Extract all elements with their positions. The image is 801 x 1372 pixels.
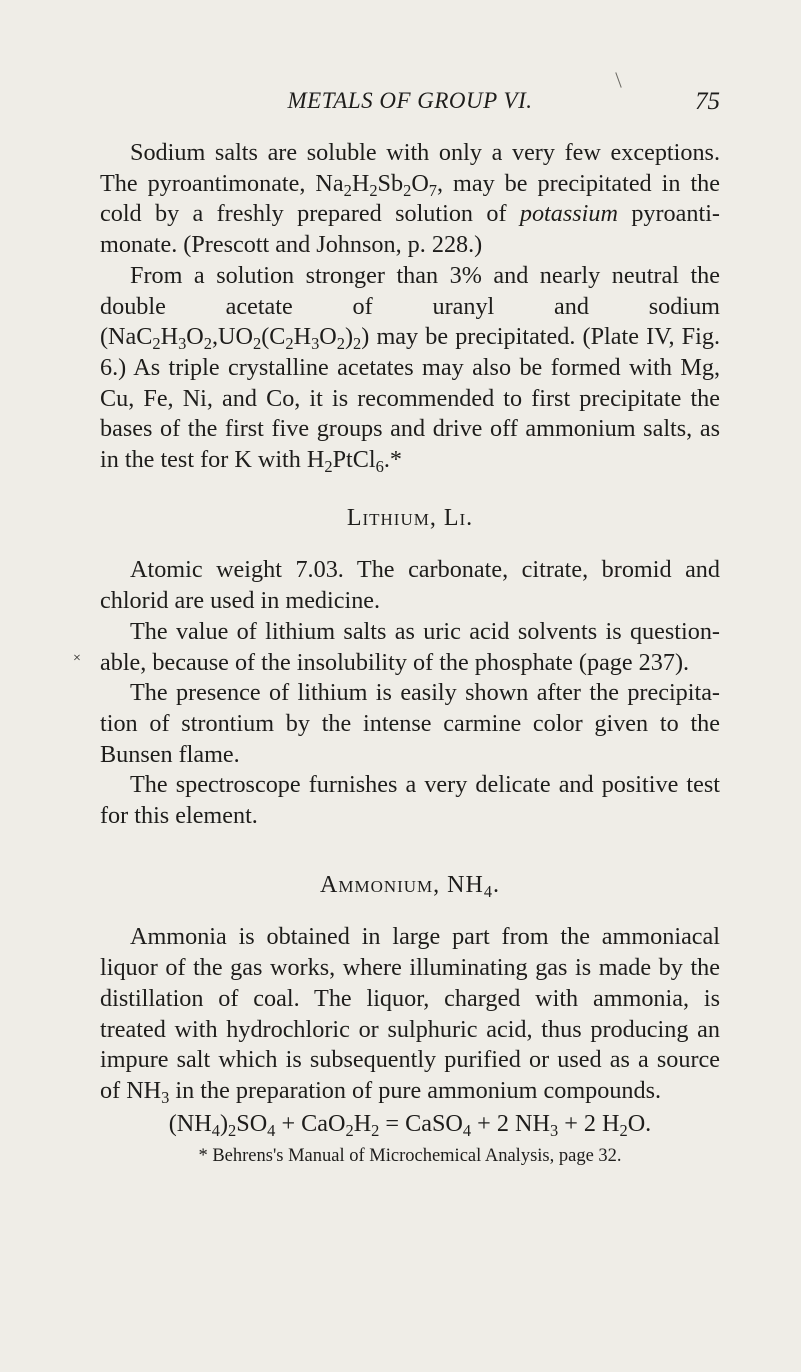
page-header [100, 88, 720, 120]
chemical-equation: $(NH_4)_2SO_4 + CaO_2H_2$ = CaSO$_4$ + 2 $NH_3 + 2$ $H_2O$. [168, 1109, 652, 1140]
paragraph-sodium-solubility: Sodium salts are soluble with only a very few exceptions. The pyroantimonate, $Na_2H_2Sb_2O_7$, may be precipitated in the cold by a freshly prepared solution of potassium pyroanti-monate. (Prescott and Johnson, p. 228.) [100, 139, 720, 259]
section-heading-ammonium: Ammonium, $NH_4$. [320, 871, 500, 901]
paragraph-lithium-atomic-weight: Atomic weight 7.03. The carbonate, citrate, bromid and chlorid are used in medicine. [100, 556, 720, 615]
page-number: 75 [695, 88, 720, 115]
paragraph-lithium-uric-acid: The value of lithium salts as uric acid solvents is question-able, because of the insolubility of the phosphate (page 237). [100, 617, 720, 676]
running-head: METALS OF GROUP VI. [287, 88, 533, 113]
paragraph-sodium-acetate: From a solution stronger than 3% and nearly neutral the double acetate of uranyl and sodium $(NaC_2H_3O_2,UO_2(C_2H_3O_2)_2)$ may be precipitated. (Plate IV, Fig. 6.) As triple crystalline acetates may also be formed with Mg, Cu, Fe, Ni, and Co, it is recommended to first precipitate the bases of the first five groups and drive off ammonium salts, as in the test for K with $H_2PtCl_6.*$ [100, 261, 720, 476]
section-heading-lithium: Lithium, Li. [346, 504, 474, 531]
italic-potassium: potassium [519, 200, 618, 228]
paragraph-ammonia-source: Ammonia is obtained in large part from the ammoniacal liquor of the gas works, where illuminating gas is made by the distillation of coal. The liquor, charged with ammonia, is treated with hydrochloric or sulphuric acid, thus producing an impure salt which is subsequently purified or used as a source of $NH_3$ in the preparation of pure ammonium compounds. [100, 923, 720, 1107]
page-body [100, 138, 720, 1167]
margin-mark: × [73, 651, 81, 666]
paragraph-lithium-spectroscope: The spectroscope furnishes a very delicate and positive test for this element. [100, 771, 720, 830]
pencil-tick-mark [615, 72, 621, 87]
footnote: * Behrens's Manual of Microchemical Analysis, page 32. [198, 1146, 622, 1167]
paragraph-lithium-flame: The presence of lithium is easily shown after the precipita-tion of strontium by the intense carmine color given to the Bunsen flame. [100, 679, 720, 768]
